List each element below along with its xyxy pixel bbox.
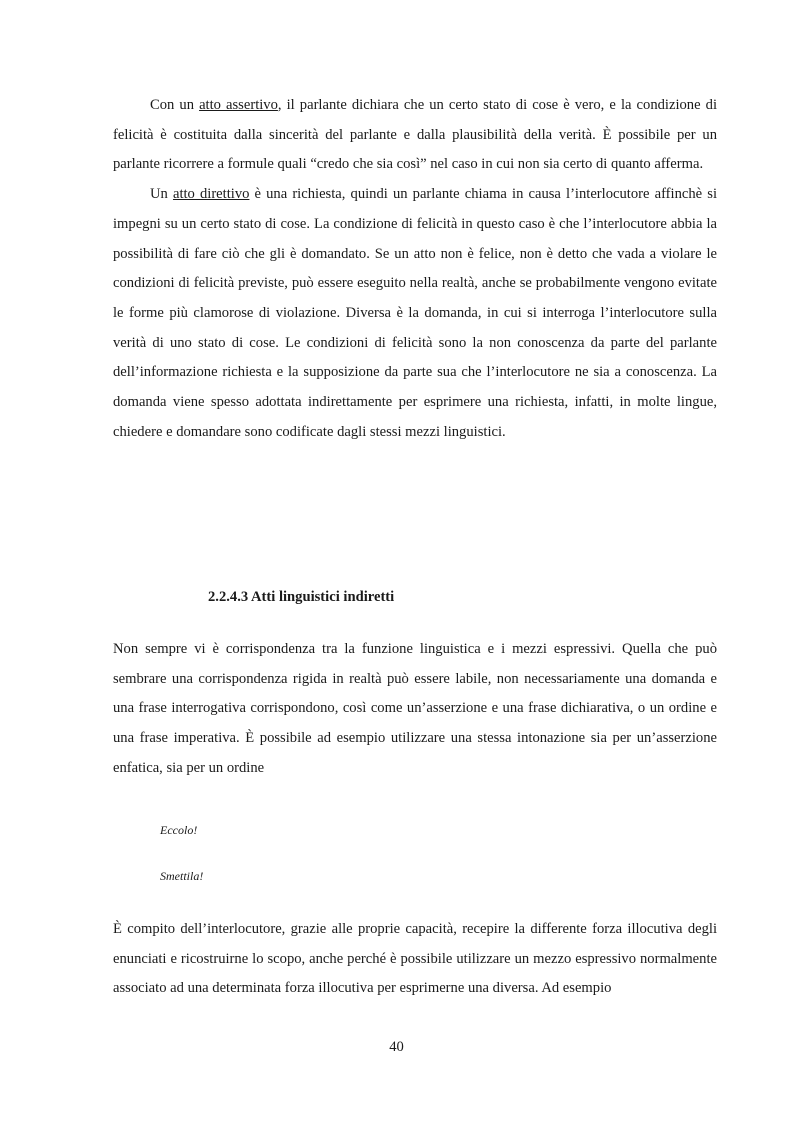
paragraph-atto-assertivo — [113, 91, 717, 180]
paragraph-corrispondenza: Non sempre vi è corrispondenza tra la funzione linguistica e i mezzi espressivi. Quella che può sembrare una corrispondenza rigida in realtà può essere labile, non necessariamente una domanda e una frase interrogativa corrispondono, così come un’asserzione e una frase dichiarativa, o un ordine e una frase imperativa. È possibile ad esempio utilizzare una stessa intonazione sia per un’asserzione enfatica, sia per un ordine — [113, 641, 717, 776]
term-atto-assertivo: atto assertivo — [199, 97, 278, 113]
body-text-block-3 — [113, 915, 717, 1004]
paragraph-text: Un — [150, 186, 173, 203]
paragraph-atto-direttivo — [113, 180, 717, 447]
body-text-block-2 — [113, 635, 717, 784]
section-heading: 2.2.4.3 Atti linguistici indiretti — [208, 589, 395, 605]
paragraph-interlocutore: È compito dell’interlocutore, grazie alle proprie capacità, recepire la differente forza illocutiva degli enunciati e ricostruirne lo scopo, anche perché è possibile utilizzare un mezzo espressivo normalmente associato ad una determinata forza illocutiva per esprimerne una diversa. Ad esempio — [113, 921, 717, 997]
body-text-block-1 — [113, 91, 717, 447]
term-atto-direttivo: atto direttivo — [172, 186, 250, 203]
paragraph-text: è una richiesta, quindi un parlante chiama in causa l’interlocutore affinchè si impegni su un certo stato di cose. La condizione di felicità in questo caso è che l’interlocutore abbia la possibilità di fare ciò che gli è domandato. Se un atto non è felice, non è detto che vada a violare le condizioni di felicità previste, può essere eseguito nella realtà, anche se probabilmente vengono evitate le forme più clamorose di violazione. Diversa è la domanda, in cui si interroga l’interlocutore sulla verità di uno stato di cose. Le condizioni di felicità sono la non conoscenza da parte del parlante dell’informazione richiesta e la supposizione da parte sua che l’interlocutore ne sia a conoscenza. La domanda viene spesso adottata indirettamente per esprimere una richiesta, infatti, in molte lingue, chiedere e domandare sono codificate dagli stessi mezzi linguistici. — [113, 186, 717, 440]
example-smettila: Smettila! — [160, 869, 204, 883]
paragraph-text: , il parlante dichiara che un certo stato di cose è vero, e la condizione di felicità è costituita dalla sincerità del parlante e dalla plausibilità della verità. È possibile per un parlante ricorrere a formule quali “credo che sia così” nel caso in cui non sia certo di quanto afferma. — [113, 97, 717, 173]
example-eccolo: Eccolo! — [160, 823, 198, 837]
paragraph-text: Con un — [150, 97, 200, 113]
page-number: 40 — [389, 1039, 404, 1055]
